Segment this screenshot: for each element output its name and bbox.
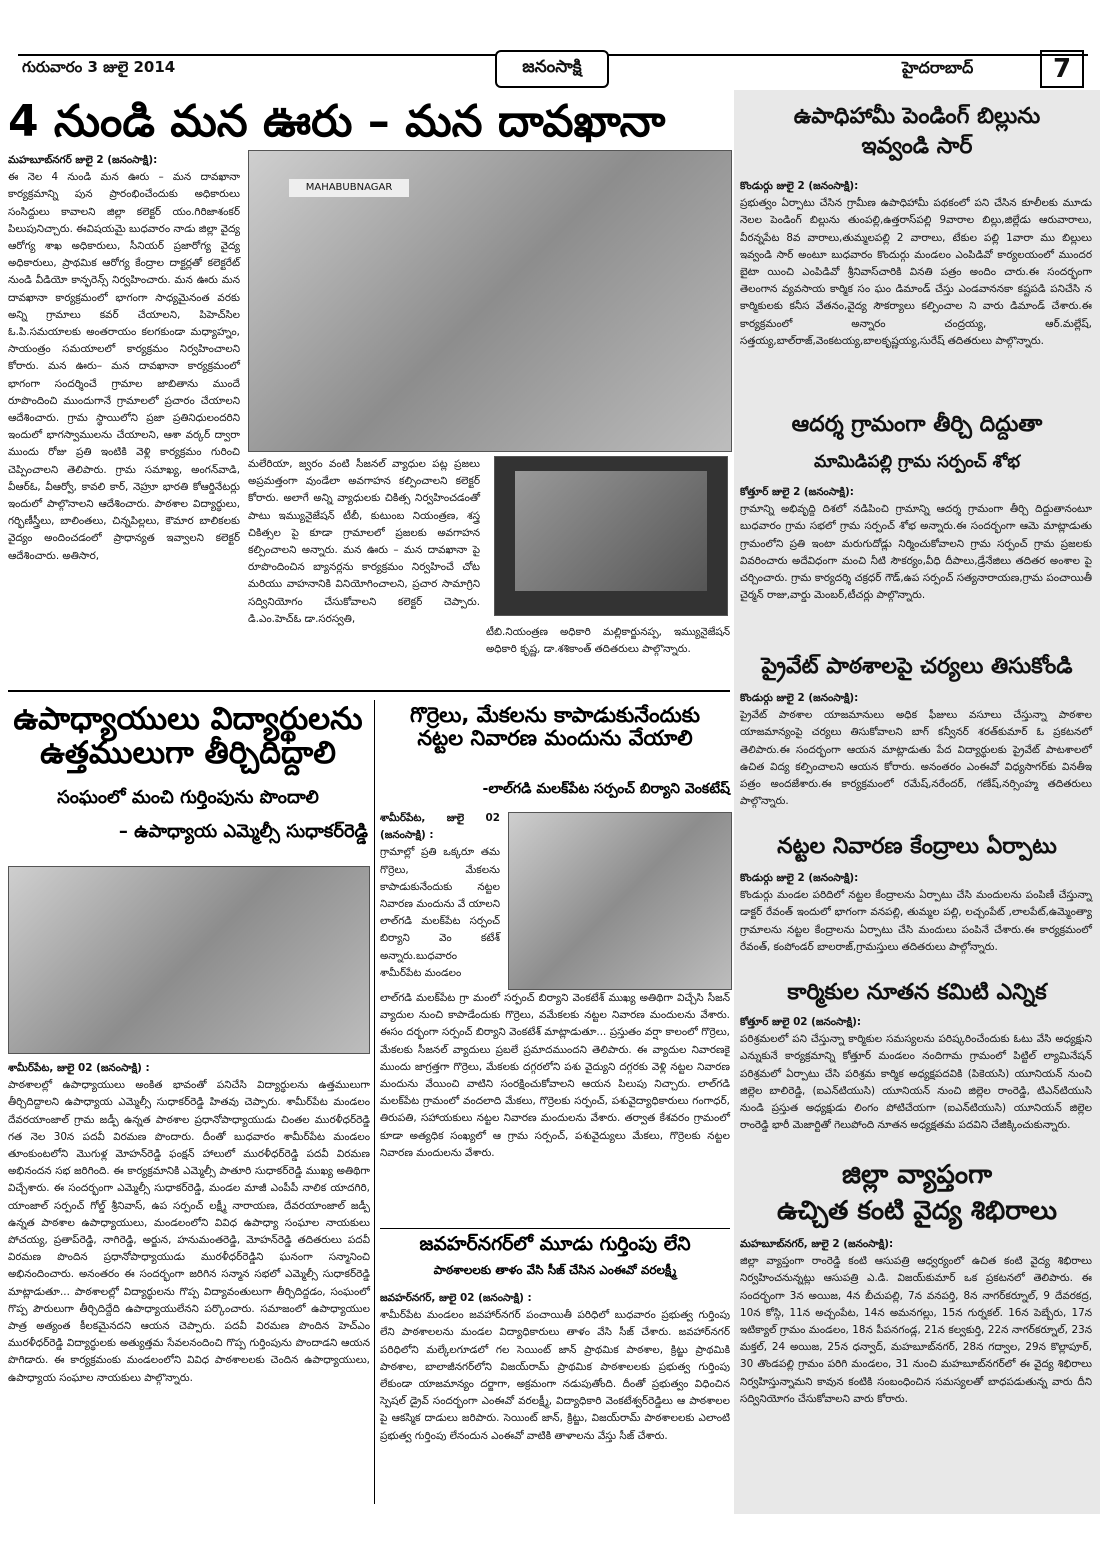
article2-byline: – ఉపాధ్యాయ ఎమ్మెల్సీ సుధాకర్‌రెడ్డి	[118, 821, 368, 842]
logo-text: జనంసాక్షి	[522, 57, 582, 77]
video-conference-photo	[494, 456, 728, 616]
sidebar-s5-body: పరిశ్రమలలో పని చేస్తున్నా కార్మికుల సమస్యలను పరిష్కరించేందుకు ఓటు వేసి అధ్యక్షుని ఎన్నుకునే కార్యక్రమాన్ని కోత్తూర్ మండలం నందిగామ గ్రామంలో పిట్టిల్ ల్యామినేషన్ పరిశ్రమలో ఏర్పాటు చేసి పరిశ్రమ కార్మిక అధ్యక్షపదవికి (పికెయసి) యూనియన్ నుంచి జిల్లెల బాలిరెడ్డి, (ఐఎన్‌టియుసి) యూనియన్ నుంచి జిల్లెల రాంరెడ్డి, టిఎన్‌టియుసి నుండి ప్రస్తుత అధ్యక్షుడు లింగం పోటిచేయగా (ఐఎన్‌టియుసి) యూనియన్ జిల్లెల రాంరెడ్డి భారీ మెజార్టితో గెలుపోంది నూతన అధ్యక్షతమ పదవిని చేజిక్కించుకున్నారు.	[740, 1033, 1092, 1132]
article2-body: పాఠశాలల్లో ఉపాధ్యాయులు అంకిత భావంతో పనిచేసి విద్యార్థులను ఉత్తములుగా తీర్చిదిద్దాలని ఉపాధ్యాయ ఎమ్మెల్సీ సుధాకర్‌రెడ్డి హితవు చెప్పారు. శామీర్‌పేట మండలం దేవరయాంజాల్ గ్రామ జడ్పీ ఉన్నత పాఠశాల ప్రధానోపాధ్యాయుడు చింతల మురళీధర్‌రెడ్డి గత నెల 30న పదవీ విరమణ పొందారు. దీంతో బుధవారం శామీర్‌పేట మండలం తూంకుంటలోని మొగుళ్ల మోహన్‌రెడ్డి ఫంక్షన్ హాలులో మురళీధర్‌రెడ్డి పదవీ విరమణ అభినందన సభ జరిగింది. ఈ కార్యక్రమానికి ఎమ్మెల్సీ పాతూరి సుధాకర్‌రెడ్డి ముఖ్య అతిథిగా విచ్చేశారు. ఈ సందర్భంగా ఎమ్మెల్సీ సుధాకర్‌రెడ్డి, మండల మాజీ ఎంపీపీ నాలిక యాదగిరి, యాంజాల్ సర్పంచ్ గోల్డ్ శ్రీనివాస్, ఉప సర్పంచ్ లక్ష్మీ నారాయణ, దేవరయాంజాల్ జడ్పీ ఉన్నత పాఠశాల ఉపాధ్యాయులు, మండలంలోని వివిధ ఉపాధ్యా సంఘాల నాయకులు పోచయ్య, ప్రతాప్‌రెడ్డి, నాగిరెడ్డి, అర్జున, హనుమంతరెడ్డి, మోహన్‌రెడ్డి తదితరులు పదవీ విరమణ పొందిన ప్రధానోపాధ్యాయుడు మురళీధర్‌రెడ్డిని ఘనంగా సన్మానించి అభినందించారు. అనంతరం ఈ సందర్భంగా జరిగిన సన్మాన సభలో ఎమ్మెల్సీ సుధాకర్‌రెడ్డి మాట్లాడుతూ... పాఠశాలల్లో విద్యార్థులను గొప్ప విద్యావంతులుగా తీర్చిదిద్దడం, సంఘంలో గొప్ప పౌరులుగా తీర్చిదిద్దేది ఉపాధ్యాయులేనని పర్కొంచారు. సమాజంలో ఉపాధ్యాయుల పాత్ర అత్యంత కీలకమైనదని ఆయన చెప్పారు. పదవీ విరమణ పొందిన హెచ్ఎం మురళీధర్‌రెడ్డి విద్యార్థులకు అత్యుత్తమ సేవలనందించి గొప్ప గుర్తింపును పొందాడని ఆయన పొగిడారు. ఈ కార్యక్రమంకు మండలంలోని వివిధ పాఠశాలలకు చెందిన ఉపాధ్యాయులు, ఉపాధ్యాయ సంఘాల నాయకులు పాల్గొన్నారు.	[8, 1079, 370, 1384]
article1-col2: మలేరియా, జ్వరం వంటి సీజనల్ వ్యాధుల పట్ల ప్రజలు అప్రమత్తంగా వుండేలా అవగాహన కల్పించాలని కలెక్టర్ కోరారు. అలాగే అన్ని వ్యాధులకు చికిత్స నిర్వహించడంతో పాటు ఇమ్యునైజేషన్ టీబీ, కుటుంబ నియంత్రణ, శస్త్ర చికిత్సల పై కూడా గ్రామాలలో ప్రజలకు అవగాహన కల్పించాలని అన్నారు. మన ఊరు – మన దావఖానా పై రూపొందించిన బ్యానర్లను కార్యక్రమం నిర్వహించే చోట మరియు వాహనానికి వినియోగించాలని, ప్రచార సామాగ్రిని సద్వినియోగం చేసుకోవాలని కలెక్టర్ చెప్పారు. డి.ఎం.హెచ్ఓ డా.సరస్వతి,	[248, 458, 480, 625]
page-number: 7	[1040, 50, 1084, 88]
sidebar-s1-body: ప్రభుత్వం ఏర్పాటు చేసిన గ్రామీణ ఉపాధిహామీ పథకంలో పని చేసిన కూలీలకు మూడు నెలల పెండింగ్ బిల్లును తుంపల్లి,ఉత్తరాస్‌పల్లి 9వారాల బిల్లు,జిల్లేడు ఆరువారాలు, వీరన్నపేట 8వ వారాలు,తుమ్మలపల్లి 2 వారాలు, టేకుల పల్లి 1వారా ము బిల్లులు ఇవ్వండి సార్ అంటూ బుధవారం కొందుర్గు మండలం ఎంపిడివో కార్యలయంలో ముందర బైటా యించి ఎంపిడివో శ్రీనివాస్‌చారికి వినతి పత్రం అందిం చారు.ఈ సందర్భంగా తెలంగాన వ్యవసాయ కార్మిక సం ఘం డిమాండ్ చేస్తు ఎండవాననకా కష్టపడి పనిచేసి న కార్మికులకు కనీస వేతనం,వైద్య సౌకర్యాలు కల్పించాల ని వారు డిమాండ్ చేశారు.ఈ కార్యక్రమంలో అన్నారం చంద్రయ్య, ఆర్.మల్లేష్, సత్తయ్య,బాల్‌రాజ్,వెంకటయ్య,బాలకృష్ణయ్య,సురేష్ తదితరులు పాల్గొన్నారు.	[740, 197, 1092, 347]
article2-subhead: సంఘంలో మంచి గుర్తింపును పొందాలి	[57, 787, 319, 808]
sidebar-s2-headline: ఆదర్శ గ్రామంగా తీర్చి దిద్దుతా	[791, 412, 1043, 437]
meeting-photo	[248, 150, 732, 452]
article3-body: లాల్‌గడి మలక్‌పేట గ్రా మంలో సర్పంచ్ బిర్యాని వెంకటేశ్ ముఖ్య అతిథిగా విచ్చేసి సీజన్ వ్యాదుల నుంచి కాపాడేందుకు గొర్రెలు, వమేకలకు నట్టల నివారణ మందులను వేశారు. ఈసం దర్భంగా సర్పంచ్ బిర్యాని వెంకటేశ్ మాట్లాడుతూ... ప్రస్తుతం వర్షా కాలంలో గొర్రెలు, మేకలకు సీజనల్ వ్యాదులు ప్రబలే ప్రమాదముందని తెలిపారు. ఈ వ్యాదుల నివారణకై ముందు జాగ్రత్తగా గొర్రెలు, మేకలకు దగ్గరలోని పశు వైద్యుని దగ్గరకు వెళ్లి నట్టల నివారణ మందును వేయించి వాటిని సంరక్షించుకోవాలని ఆయన పిలుపు నిచ్చారు. లాల్‌గడి మలక్‌పేట గ్రామంలో వందలాది మేకలు, గొర్రెలకు సర్పంచ్, పశువైద్యాధికారులు గంగాధర్, తిరుపతి, సహాయకులు నట్టల నివారణ మందులను వేశారు. తర్వాత కేశవరం గ్రామంలో కూడా అత్యధిక సంఖ్యలో ఆ గ్రామ సర్పంచ్, పశువైద్యులు మేకలు, గొర్రెలకు నట్టల నివారణ మందులను వేశారు.	[380, 992, 730, 1159]
article4-dateline: జవహర్‌నగర్, జులై 02 (జనంసాక్షి) :	[380, 1292, 532, 1304]
article1-col3: టీబి.నియంత్రణ అధికారి మల్లికార్జునప్ప, ఇమ్యునైజేషన్ అధికారి కృష్ణ, డా.శశికాంత్ తదితరులు పాల్గొన్నారు.	[486, 626, 730, 656]
issue-date: గురువారం 3 జులై 2014	[22, 58, 176, 76]
sidebar-s3-headline: ప్రైవేట్ పాఠశాలపై చర్యలు తిసుకోండి	[761, 654, 1073, 679]
screen-icon	[515, 471, 707, 591]
felicitation-photo	[8, 866, 370, 1054]
article3-headline-line2: నట్టల నివారణ మందును వేయాలి	[417, 726, 693, 751]
sidebar-s6-body: జిల్లా వ్యాప్తంగా రాంరెడ్డి కంటి ఆసుపత్రి ఆధ్వర్యంలో ఉచిత కంటి వైద్య శిభిరాలు నిర్వహించనున్నట్లు ఆసుపత్రి ఎ.డి. విజయ్‌కుమార్ ఒక ప్రకటనలో తెలిపారు. ఈ సందర్భంగా 3న అయిజ, 4న బీచుపల్లి, 7న వనపర్తి, 8న నాగర్‌కర్నూల్, 9 దేవరకద్ర, 10న కోస్గి, 11న అచ్చంపేట, 14న అమనగల్లు, 15న గుర్నకల్. 16న పెబ్బేరు, 17న ఇటిక్యాల్ గ్రామం మండలం, 18న పీపనగండ్ల, 21న కల్వకుర్తి, 22న నాగర్‌కర్నూల్, 23న మక్తల్, 24 అయిజ, 25న ధన్వాద్, మహబూబ్‌నగర్, 28న గద్వాల, 29న కొల్లాపూర్, 30 తొండపల్లి గ్రామం పరిగి మండలం, 31 నుంచి మహబూబ్‌నగర్‌లో ఈ వైద్య శిభిరాలు నిర్వహిస్తున్నామని కావున కంటికి సంబంధించిన సమస్యలతో బాధపడుతున్న వారు దీని సద్వినియోగం చేసుకోవాలని వారు కోరారు.	[740, 1255, 1092, 1405]
divider-article1	[8, 690, 730, 692]
sidebar-s3-block	[740, 690, 1092, 810]
sidebar-s3-dateline: కొండుర్గు జులై 2 (జనంసాక్షి):	[740, 692, 859, 704]
sidebar-s2-dateline: కోత్తూర్ జులై 2 (జనంసాక్షి):	[740, 486, 854, 498]
sidebar-s1-block	[740, 178, 1092, 350]
sidebar-s6-headline-line1: జిల్లా వ్యాప్తంగా	[841, 1160, 993, 1190]
article3-headline	[380, 704, 730, 750]
sidebar-s1-dateline: కొండుర్గు జులై 2 (జనంసాక్షి):	[740, 180, 859, 192]
article2-headline-line1: ఉపాధ్యాయులు విద్యార్థులను	[13, 701, 363, 737]
article2-dateline: శామీర్‌పేట, జులై 02 (జనంసాక్షి) :	[8, 1062, 150, 1074]
article1-dateline: మహబూబ్‌నగర్ జులై 2 (జనంసాక్షి):	[8, 154, 158, 166]
article2-headline-line2: ఉత్తములుగా తీర్చిదిద్దాలి	[40, 735, 336, 772]
meeting-sign: MAHABUBNAGAR	[289, 179, 409, 197]
sidebar-s1-headline-line2: ఇవ్వండి సార్	[861, 134, 973, 159]
article3-byline: -లాల్‌గడి మలక్‌పేట సర్పంచ్ బిర్యాని వెంకటేష్	[482, 781, 730, 797]
sidebar-s6-dateline: మహబూబ్‌నగర్, జులై 2 (జనంసాక్షి):	[740, 1238, 894, 1250]
article1-text1: ఈ నెల 4 నుండి మన ఊరు – మన దావఖానా కార్యక్రమాన్ని పున ప్రారంభించేందుకు అధికారులు సంసిద్దులు కావాలని జిల్లా కలెక్టర్ యం.గిరిజాశంకర్ పిలుపునిచ్చారు. ఈవిషయమై బుధవారం నాడు జిల్లా వైద్య ఆరోగ్య శాఖ అధికారులు, సీనియర్ ప్రజారోగ్య వైద్య అధికారులు, ప్రాథమిక ఆరోగ్య కేంద్రాల దాక్టర్లతో కలెక్టరేట్ నుండి వీడియో కాన్ఫరెన్స్ నిర్వహించారు. మన ఊరు మన దావఖానా కార్యక్రమంలో భాగంగా సాధ్యమైనంత వరకు అన్ని గ్రామాలు కవర్ చేయాలని, పిహెచ్‌సిల ఓ.పి.సమయాలకు అంతరాయం కలగకుండా మధ్యాహ్నం, సాయంత్రం సమయాలలో కార్యక్రమం నిర్వహించాలని కోరారు. మన ఊరు– మన దావఖానా కార్యక్రమంలో భాగంగా సందర్శించే గ్రామాల జాబితాను ముందే రూపొందించి ముందుగానే గ్రామాలలో ప్రచారం చేయాలని ఆదేశించారు. గ్రామ స్థాయిలోని ప్రజా ప్రతినిధులందరిని ఇందులో భాగస్వాములను చేయాలని, ఆశా వర్కర్ ద్వారా ముందు రోజు ప్రతి ఇంటికి వెళ్లి కార్యక్రమం గురించి చెప్పించాలని తెలిపారు. గ్రామ సమాఖ్య, అంగన్‌వాడి, వీఆర్ఓ, వీఆర్వో, కావలి కార్, నెహ్రూ భారతి కోఆర్డినేటర్లు ఇందులో పాల్గొనాలని ఆదేశించారు. పాఠశాల విద్యార్థులు, గర్భిణీస్త్రీలు, బాలింతలు, చిన్నపిల్లలు, కౌమార బాలికలకు వైద్యం అందించడంలో ప్రాధాన్యత ఇవ్వాలని కలెక్టర్ ఆదేశించారు. అతిసార,	[8, 171, 240, 562]
sidebar-s6-headline	[742, 1160, 1092, 1232]
divider-article3	[380, 1228, 730, 1229]
article2-body-block	[8, 1060, 370, 1387]
sidebar-s4-headline: నట్టల నివారణ కేంద్రాలు ఏర్పాటు	[777, 834, 1057, 859]
sidebar-s2-subhead: మామిడిపల్లి గ్రామ సర్పంచ్ శోభ	[814, 452, 1020, 472]
article3-narrow-block	[380, 810, 500, 982]
sidebar-s5-headline: కార్మికుల నూతన కమిటి ఎన్నిక	[787, 980, 1047, 1005]
sidebar-s4-dateline: కొండుర్గు జులై 2 (జనంసాక్షి):	[740, 872, 859, 884]
sidebar-s5-block	[740, 1014, 1092, 1134]
newspaper-logo	[495, 50, 609, 88]
sheep-deworming-photo	[508, 812, 732, 990]
article4-subhead: పాఠశాలలకు తాళం వేసి సీజ్ చేసిన ఎంఈవో వరలక్ష్మీ	[433, 1263, 677, 1277]
sidebar-s5-dateline: కోత్తూర్ జులై 02 (జనంసాక్షి):	[740, 1016, 862, 1028]
edition-city: హైదరాబాద్	[902, 58, 974, 77]
article4-body-block	[380, 1290, 730, 1445]
article3-headline-line1: గొర్రెలు, మేకలను కాపాడుకునేందుకు	[410, 703, 700, 727]
article4-headline: జవహర్‌నగర్‌లో మూడు గుర్తింపు లేని	[419, 1233, 691, 1255]
article2-headline	[8, 702, 368, 770]
sidebar-s3-body: ప్రైవేట్ పాఠశాల యాజమానులు అధిక ఫీజులు వసూలు చేస్తున్నా పాఠశాల యాజమాన్యంపై చర్యలు తిసుకోవాలని బాగ్ కన్వీనర్ శరత్‌కుమార్ ఓ ప్రకటనలో తెలిపారు.ఈ సందర్భంగా ఆయన మాట్లాడుతు పేద విద్యార్థులకు ప్రైవేట్ పాటశాలలో ఉచిత విద్య కల్పించాలని ఆయన కోరారు. అనంతరం ఎంఈవో విధ్యసాగర్‌కు వినతీఇ పత్రం అందజేశారు.ఈ కార్యక్రమంలో రమేష్,నరేందర్, గణేష్,నర్సింహ్మ తదితరులు పాల్గొన్నారు.	[740, 709, 1092, 808]
sidebar-s4-block	[740, 870, 1092, 956]
sidebar-s6-headline-line2: ఉచ్చిత కంటి వైద్య శిభిరాలు	[776, 1196, 1057, 1226]
sidebar-s2-body: గ్రామాన్ని అభివృద్ది దిశలో నడిపించి గ్రామాన్ని ఆదర్శ గ్రామంగా తీర్చి దిద్దుతానంటూ బుధవారం గ్రామ సభలో గ్రామ సర్పంచ్ శోభ అన్నారు.ఈ సందర్భంగా ఆమె మాట్లాడుతు గ్రామంలోని ప్రతి ఇంటా మరుగుదోడ్లు నిర్మించుకోవాలని గ్రామ సర్పంచ్ గ్రామ ప్రజలకు వివరించారు అదేవిధంగా మంచి నీటి సౌకర్యం,వీధి దీపాలు,డ్రేనేజిలు తదితర అంశాల పై చర్చించారు. గ్రామ కార్యదర్శి చక్రధర్ గౌడ్,ఉప సర్పంచ్ సత్యనారాయణ,గ్రామ పంచాయితీ చైర్మన్ రాజు,వార్డు మెంబర్,టీచర్లు పాల్గొన్నారు.	[740, 503, 1092, 602]
article3-narrow: గ్రామాల్లో ప్రతి ఒక్కరూ తమ గొర్రెలు, మేకలను కాపాడుకునేందుకు నట్టల నివారణ మందును వే యాలని లాల్‌గడి మలక్‌పేట సర్పంచ్ బిర్యాని వెం కటేశ్ అన్నారు.బుధవారం శామీర్‌పేట మండలం	[380, 846, 500, 979]
sidebar-s2-block	[740, 484, 1092, 604]
article3-dateline: శామీర్‌పేట, జులై 02 (జనంసాక్షి) :	[380, 812, 500, 842]
article1-headline: 4 నుండి మన ఊరు – మన దావఖానా	[8, 96, 666, 147]
sidebar-s6-block	[740, 1236, 1092, 1408]
article1-col1	[8, 152, 240, 565]
sidebar-s1-headline	[742, 104, 1092, 164]
sidebar-s1-headline-line1: ఉపాధిహామీ పెండింగ్ బిల్లును	[793, 104, 1041, 129]
sidebar-s4-body: కొండుర్గు మండల పరిదిలో నట్టల కేంద్రాలను ఏర్పాటు చేసి మందులను పంపిణీ చేస్తున్నా డాక్టర్ రేవంత్ ఇందులో భాగంగా వనపల్లి, తుమ్మల పల్లి, లచ్చంపేట్ ,లాలపేట్,ఉమ్మెంత్యా గ్రామాలను నట్టల కేంద్రాలను ఏర్పాటు చేసి మందులు పంపినే చేశారు.ఈ కార్యక్రమంలో రేవంత్, కంపోండర్ బాలరాజ్,గ్రామస్తులు తదితరులు పాల్గోన్నారు.	[740, 889, 1092, 953]
article4-body: శామీర్‌పేట మండలం జవహార్‌నగర్ పంచాయితీ పరిధిలో బుధవారం ప్రభుత్వ గుర్తింపు లేని పాఠశాలలను మండల విద్యాధికారులు తాళం వేసి సీజ్ చేశారు. జవహార్‌నగర్ పరిధిలోని మల్కేలగూడలో గల సెయింట్ జాన్ ప్రాథమిక పాఠశాల, క్రిట్జు ప్రాథమికి పాఠశాల, బాలాజీనగర్‌లోని విజయ్‌రామ్ ప్రాథమిక పాఠశాలలకు ప్రభుత్వ గుర్తింపు లేకుండా యాజమాన్యం దర్జాగా, అక్రమంగా నడుపుతోంది. దీంతో ప్రభుత్వం విధించిన స్పెషల్ డ్రైవ్ సందర్భంగా ఎంఈవో వరలక్ష్మీ, విద్యాధికారి వెంకటేశ్వర్‌రెడ్డిలు ఆ పాఠశాలల పై ఆకస్మిక దాడులు జరిపారు. సెయింట్ జాన్, క్రిట్జు, విజయ్‌రామ్ పాఠశాలలకు ఎలాంటి ప్రభుత్వ గుర్తింపు లేనందున ఎంఈవో వాటికి తాళాలను వేస్తు సీజ్ చేశారు.	[380, 1309, 730, 1442]
column-rule	[374, 700, 375, 1504]
